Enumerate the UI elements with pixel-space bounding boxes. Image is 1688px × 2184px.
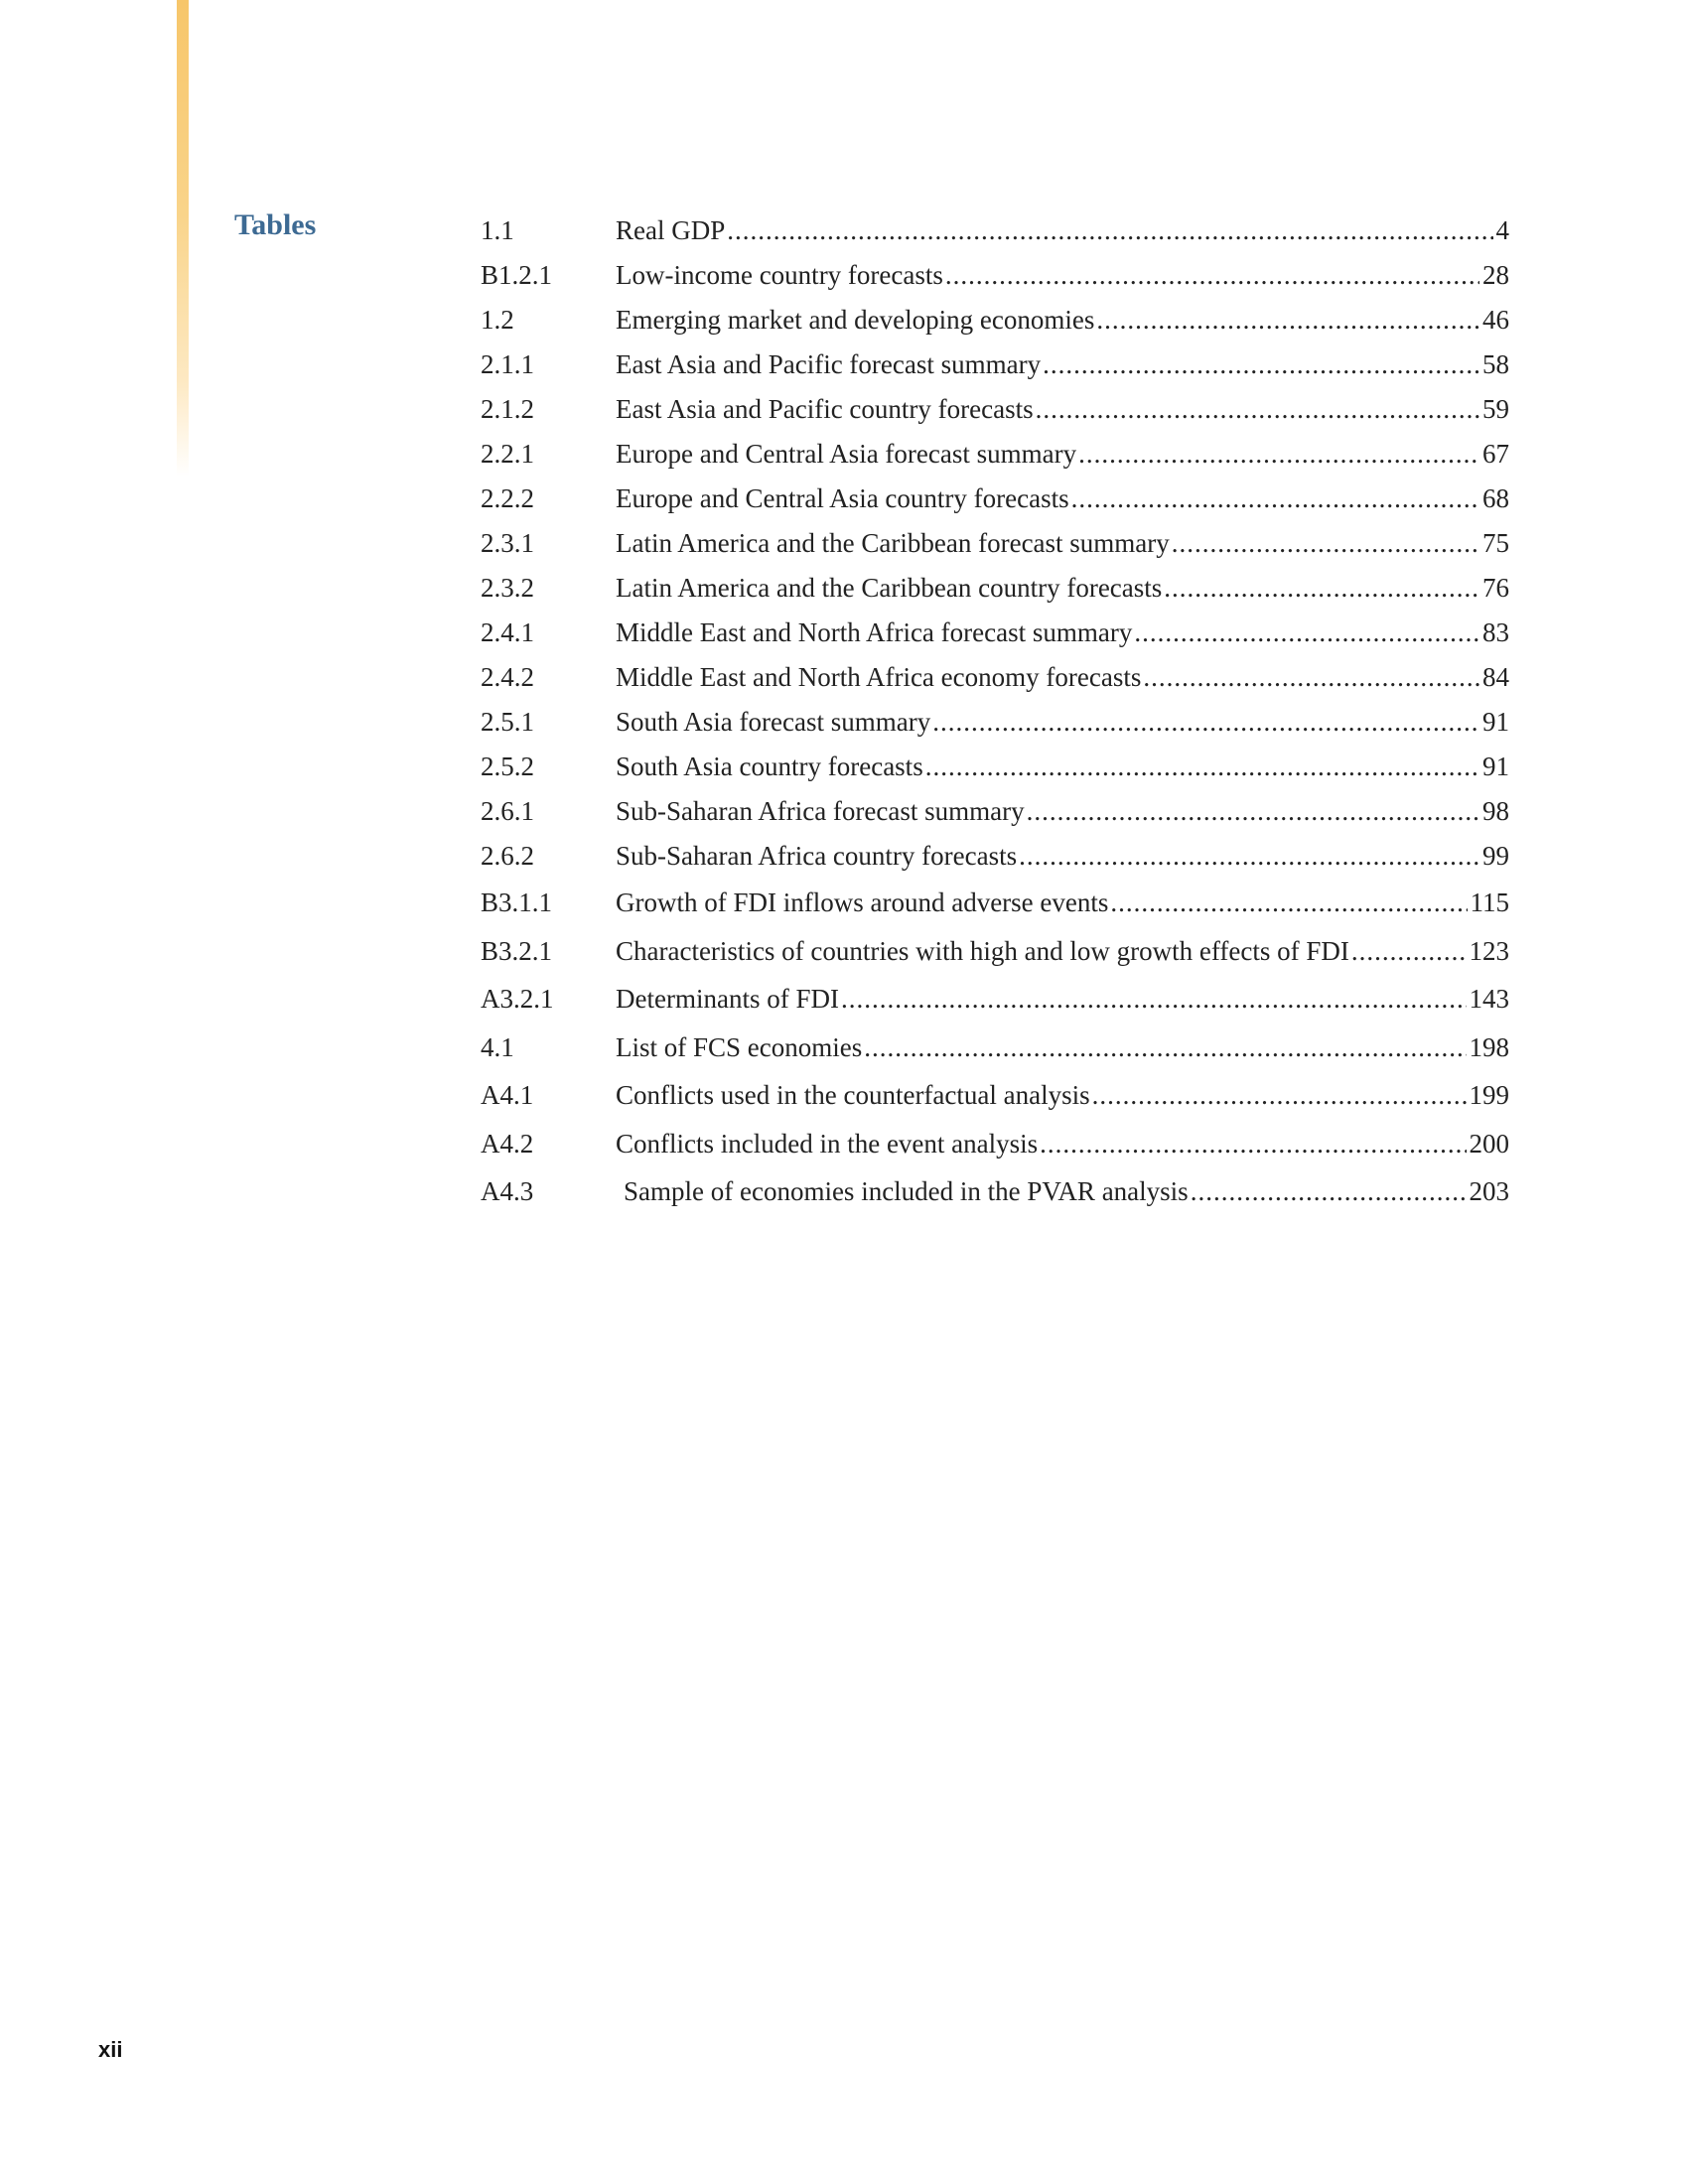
toc-entry-number: 2.1.1	[481, 349, 534, 379]
toc-entry-number: 2.2.1	[481, 439, 534, 469]
toc-entry[interactable]	[481, 1120, 1509, 1168]
toc-entry-title: Conflicts used in the counterfactual analysis	[616, 1080, 1090, 1110]
toc-entry[interactable]	[481, 1024, 1509, 1072]
toc-entry-number: 2.3.2	[481, 573, 534, 603]
toc-entry[interactable]	[481, 975, 1509, 1024]
toc-leader-dots	[1019, 834, 1479, 879]
toc-entry-number: B3.1.1	[481, 887, 553, 917]
toc-entry[interactable]	[481, 745, 1509, 789]
toc-entry-number: 2.5.2	[481, 751, 534, 781]
toc-entry-title: Conflicts included in the event analysis	[616, 1128, 1039, 1159]
toc-entry-page: 84	[1482, 662, 1509, 692]
decorative-side-bar	[177, 0, 189, 477]
toc-entry[interactable]	[481, 298, 1509, 342]
table-of-contents-list	[481, 208, 1509, 1216]
toc-leader-dots	[1043, 342, 1479, 387]
toc-entry[interactable]	[481, 789, 1509, 834]
toc-entry[interactable]	[481, 253, 1509, 298]
toc-entry-page: 198	[1469, 1031, 1509, 1062]
toc-entry-title: Emerging market and developing economies	[616, 305, 1095, 335]
toc-entry-page: 115	[1470, 887, 1509, 917]
toc-leader-dots	[1134, 611, 1479, 655]
toc-entry-title: Europe and Central Asia country forecasts	[616, 483, 1069, 513]
toc-entry-title: List of FCS economies	[616, 1031, 863, 1062]
toc-entry-title: East Asia and Pacific forecast summary	[616, 349, 1042, 379]
toc-entry-number: 2.2.2	[481, 483, 534, 513]
toc-entry-title: Latin America and the Caribbean forecast summary	[616, 528, 1170, 558]
toc-entry-title: Sub-Saharan Africa forecast summary	[616, 796, 1025, 826]
toc-entry-title: Sub-Saharan Africa country forecasts	[616, 841, 1018, 871]
toc-entry[interactable]	[481, 927, 1509, 976]
toc-leader-dots	[1040, 1120, 1466, 1168]
toc-entry[interactable]	[481, 611, 1509, 655]
toc-entry-page: 68	[1482, 483, 1509, 513]
toc-entry[interactable]	[481, 432, 1509, 477]
toc-entry-page: 59	[1482, 394, 1509, 424]
toc-entry[interactable]	[481, 655, 1509, 700]
toc-entry-number: A3.2.1	[481, 984, 554, 1014]
toc-entry-page: 203	[1469, 1176, 1509, 1206]
toc-leader-dots	[1096, 298, 1479, 342]
toc-entry-title: Latin America and the Caribbean country forecasts	[616, 573, 1163, 603]
toc-entry[interactable]	[481, 879, 1509, 927]
toc-entry-title: Europe and Central Asia forecast summary	[616, 439, 1077, 469]
toc-entry-page: 58	[1482, 349, 1509, 379]
toc-entry[interactable]	[481, 387, 1509, 432]
toc-leader-dots	[1110, 879, 1467, 927]
toc-entry-number: 2.6.1	[481, 796, 534, 826]
toc-entry-page: 75	[1482, 528, 1509, 558]
toc-entry-title: Sample of economies included in the PVAR analysis	[624, 1176, 1189, 1206]
toc-leader-dots	[945, 253, 1479, 298]
toc-leader-dots	[1164, 566, 1479, 611]
toc-leader-dots	[1078, 432, 1479, 477]
toc-entry-number: A4.3	[481, 1176, 534, 1206]
toc-entry-number: A4.1	[481, 1080, 534, 1110]
toc-entry-page: 67	[1482, 439, 1509, 469]
toc-entry-page: 143	[1469, 984, 1509, 1014]
toc-entry-title: South Asia forecast summary	[616, 707, 931, 737]
toc-leader-dots	[932, 700, 1479, 745]
section-heading: Tables	[234, 208, 317, 241]
toc-leader-dots	[1351, 927, 1467, 976]
toc-entry[interactable]	[481, 1071, 1509, 1120]
toc-entry-page: 28	[1482, 260, 1509, 290]
toc-entry-page: 4	[1495, 215, 1509, 245]
toc-leader-dots	[1092, 1071, 1467, 1120]
toc-entry-number: 2.3.1	[481, 528, 534, 558]
toc-entry-page: 98	[1482, 796, 1509, 826]
toc-entry-number: 4.1	[481, 1031, 514, 1062]
toc-entry-title: Low-income country forecasts	[616, 260, 943, 290]
toc-entry-page: 91	[1482, 707, 1509, 737]
toc-entry-page: 83	[1482, 617, 1509, 647]
toc-entry-page: 200	[1469, 1128, 1509, 1159]
toc-leader-dots	[1027, 789, 1479, 834]
toc-entry[interactable]	[481, 477, 1509, 521]
toc-leader-dots	[1071, 477, 1479, 521]
toc-entry-page: 76	[1482, 573, 1509, 603]
toc-leader-dots	[841, 975, 1467, 1024]
toc-entry-page: 46	[1482, 305, 1509, 335]
toc-entry-number: 1.2	[481, 305, 514, 335]
toc-leader-dots	[1036, 387, 1479, 432]
toc-entry-page: 123	[1469, 935, 1509, 966]
toc-entry-title: East Asia and Pacific country forecasts	[616, 394, 1034, 424]
toc-leader-dots	[1172, 521, 1479, 566]
toc-entry[interactable]	[481, 342, 1509, 387]
toc-entry-number: A4.2	[481, 1128, 534, 1159]
toc-entry-page: 99	[1482, 841, 1509, 871]
toc-entry-number: B3.2.1	[481, 935, 553, 966]
toc-entry-number: B1.2.1	[481, 260, 553, 290]
toc-entry-number: 2.4.2	[481, 662, 534, 692]
toc-entry[interactable]	[481, 566, 1509, 611]
toc-entry-number: 2.1.2	[481, 394, 534, 424]
toc-leader-dots	[727, 208, 1492, 253]
toc-entry-number: 2.6.2	[481, 841, 534, 871]
toc-leader-dots	[864, 1024, 1466, 1072]
toc-entry-number: 1.1	[481, 215, 514, 245]
toc-entry[interactable]	[481, 521, 1509, 566]
toc-entry[interactable]	[481, 700, 1509, 745]
toc-leader-dots	[1191, 1167, 1467, 1216]
toc-entry[interactable]	[481, 208, 1509, 253]
toc-entry-number: 2.4.1	[481, 617, 534, 647]
toc-entry[interactable]	[481, 834, 1509, 879]
page-number: xii	[98, 2037, 123, 2062]
toc-entry-number: 2.5.1	[481, 707, 534, 737]
toc-entry-title: Middle East and North Africa economy forecasts	[616, 662, 1142, 692]
toc-entry-title: Middle East and North Africa forecast summary	[616, 617, 1133, 647]
toc-entry-title: South Asia country forecasts	[616, 751, 923, 781]
toc-entry-title: Growth of FDI inflows around adverse events	[616, 887, 1109, 917]
toc-entry-title: Real GDP	[616, 215, 726, 245]
toc-leader-dots	[925, 745, 1479, 789]
toc-entry-page: 199	[1469, 1080, 1509, 1110]
toc-entry[interactable]	[481, 1167, 1509, 1216]
toc-leader-dots	[1143, 655, 1479, 700]
toc-entry-page: 91	[1482, 751, 1509, 781]
toc-entry-title: Characteristics of countries with high and low growth effects of FDI	[616, 935, 1349, 966]
toc-entry-title: Determinants of FDI	[616, 984, 839, 1014]
